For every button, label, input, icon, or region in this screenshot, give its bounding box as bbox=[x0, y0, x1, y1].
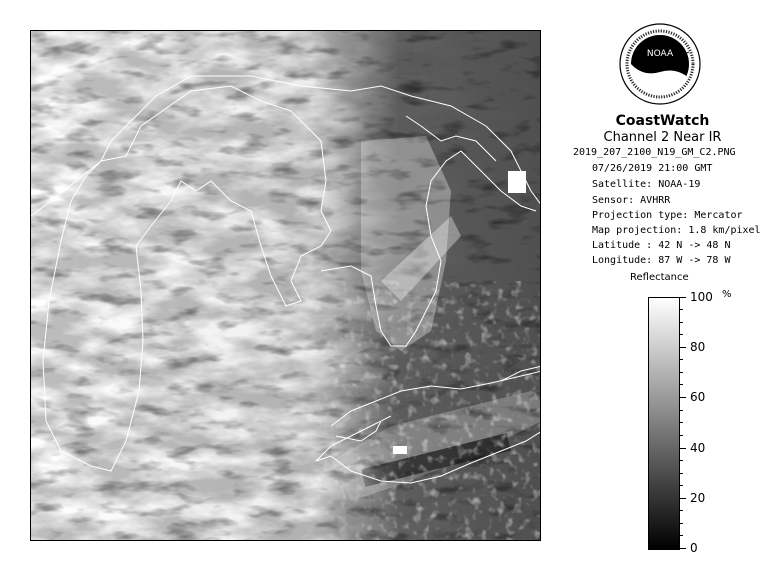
satellite-line: Satellite: NOAA-19 bbox=[592, 179, 701, 190]
colorbar-unit: % bbox=[722, 289, 732, 300]
colorbar-minor-tick bbox=[680, 334, 683, 335]
colorbar-minor-tick bbox=[680, 322, 683, 323]
colorbar-minor-tick bbox=[680, 309, 683, 310]
latitude-line: Latitude : 42 N -> 48 N bbox=[592, 240, 731, 251]
colorbar-tick bbox=[680, 548, 686, 549]
colorbar-minor-tick bbox=[680, 523, 683, 524]
colorbar-label-40: 40 bbox=[690, 441, 706, 455]
app-title: CoastWatch bbox=[615, 113, 710, 129]
sensor-line: Sensor: AVHRR bbox=[592, 195, 671, 206]
bright-cloud-patch bbox=[508, 171, 526, 193]
colorbar-tick bbox=[680, 448, 686, 449]
noaa-logo-icon bbox=[618, 22, 702, 106]
timestamp: 07/26/2019 21:00 GMT bbox=[592, 163, 713, 174]
colorbar-minor-tick bbox=[680, 535, 683, 536]
colorbar-label-100: 100 bbox=[690, 290, 713, 304]
colorbar-minor-tick bbox=[680, 410, 683, 411]
colorbar-label-80: 80 bbox=[690, 340, 706, 354]
satellite-image-svg bbox=[31, 31, 541, 541]
image-filename: 2019_207_2100_N19_GM_C2.PNG bbox=[573, 147, 736, 158]
colorbar-minor-tick bbox=[680, 435, 683, 436]
colorbar-tick bbox=[680, 498, 686, 499]
colorbar-tick bbox=[680, 397, 686, 398]
colorbar-minor-tick bbox=[680, 422, 683, 423]
bright-cloud-patch-erie bbox=[393, 446, 407, 454]
cloud-band bbox=[31, 31, 541, 541]
colorbar-minor-tick bbox=[680, 372, 683, 373]
longitude-line: Longitude: 87 W -> 78 W bbox=[592, 255, 731, 266]
colorbar-minor-tick bbox=[680, 460, 683, 461]
colorbar-tick bbox=[680, 347, 686, 348]
colorbar-minor-tick bbox=[680, 485, 683, 486]
noaa-logo-svg bbox=[618, 22, 702, 106]
logo-text: NOAA bbox=[646, 49, 674, 59]
colorbar-minor-tick bbox=[680, 384, 683, 385]
colorbar-minor-tick bbox=[680, 473, 683, 474]
colorbar bbox=[648, 297, 680, 550]
colorbar-tick bbox=[680, 297, 686, 298]
map-projection-line: Map projection: 1.8 km/pixel bbox=[592, 225, 761, 236]
colorbar-minor-tick bbox=[680, 359, 683, 360]
colorbar-minor-tick bbox=[680, 510, 683, 511]
colorbar-label-20: 20 bbox=[690, 491, 706, 505]
channel-subtitle: Channel 2 Near IR bbox=[603, 130, 722, 145]
satellite-image bbox=[30, 30, 541, 541]
colorbar-label-0: 0 bbox=[690, 541, 698, 555]
colorbar-title: Reflectance bbox=[630, 272, 689, 283]
projection-type-line: Projection type: Mercator bbox=[592, 210, 743, 221]
colorbar-label-60: 60 bbox=[690, 390, 706, 404]
